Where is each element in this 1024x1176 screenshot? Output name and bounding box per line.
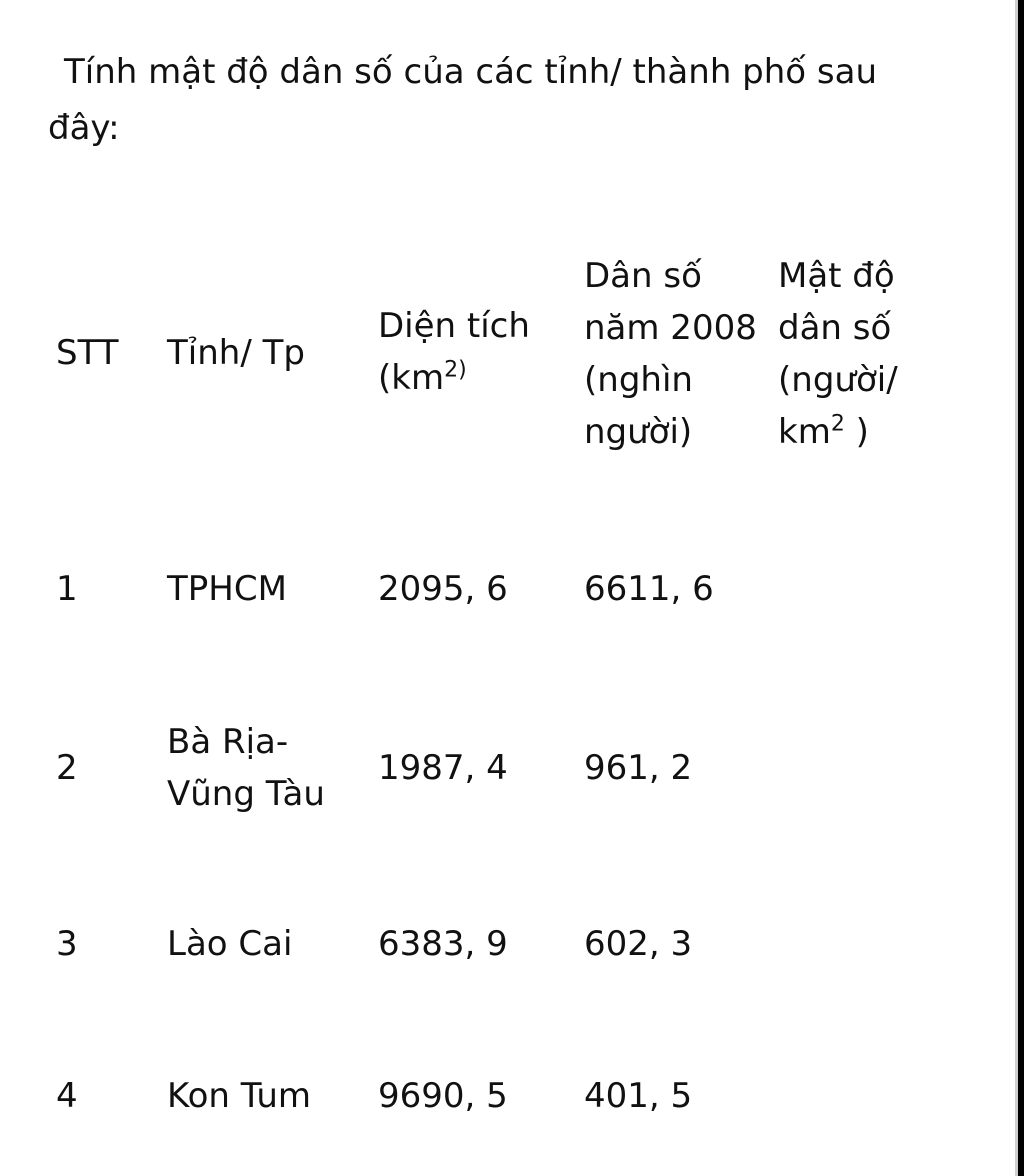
header-density-line2: dân số — [778, 308, 892, 348]
table-row-4-population: 401, 5 — [584, 1076, 693, 1116]
table-row-2-stt: 2 — [56, 748, 78, 788]
header-population-line1: Dân số — [584, 256, 702, 296]
table-row-2-population: 961, 2 — [584, 748, 693, 788]
header-population-line4: người) — [584, 412, 693, 452]
header-density-close: ) — [844, 412, 869, 452]
table-row-2-area: 1987, 4 — [378, 748, 508, 788]
table-row-1-population: 6611, 6 — [584, 569, 714, 609]
table-row-4-stt: 4 — [56, 1076, 78, 1116]
header-stt: STT — [56, 333, 119, 373]
table-row-4-province: Kon Tum — [167, 1076, 312, 1116]
header-density-unit: km — [778, 412, 831, 452]
header-population-line2: năm 2008 — [584, 308, 757, 348]
header-density — [778, 250, 898, 458]
table-row-4-area: 9690, 5 — [378, 1076, 508, 1116]
header-density-line4 — [778, 406, 898, 458]
page-title: Tính mật độ dân số của các tỉnh/ thành phố sau đây: — [48, 52, 878, 148]
header-density-line1: Mật độ — [778, 256, 895, 296]
table-row-3-area: 6383, 9 — [378, 924, 508, 964]
header-area-line2 — [378, 352, 530, 404]
table-row-1-area: 2095, 6 — [378, 569, 508, 609]
table-row-3-stt: 3 — [56, 924, 78, 964]
header-area — [378, 300, 530, 404]
table-row-1-province: TPHCM — [167, 569, 287, 609]
page-edge-border — [1018, 0, 1024, 1176]
header-density-line3: (người/ — [778, 360, 898, 400]
table-row-3-population: 602, 3 — [584, 924, 693, 964]
header-area-line1: Diện tích — [378, 306, 530, 346]
header-population — [584, 250, 757, 458]
header-density-sup: 2 — [830, 411, 845, 437]
header-area-sup: 2) — [444, 357, 467, 383]
header-area-unit: (km — [378, 358, 445, 398]
table-row-3-province: Lào Cai — [167, 924, 293, 964]
header-province: Tỉnh/ Tp — [167, 333, 305, 373]
table-row-1-stt: 1 — [56, 569, 78, 609]
header-population-line3: (nghìn — [584, 360, 693, 400]
table-row-2-province: Bà Rịa- Vũng Tàu — [167, 722, 325, 814]
